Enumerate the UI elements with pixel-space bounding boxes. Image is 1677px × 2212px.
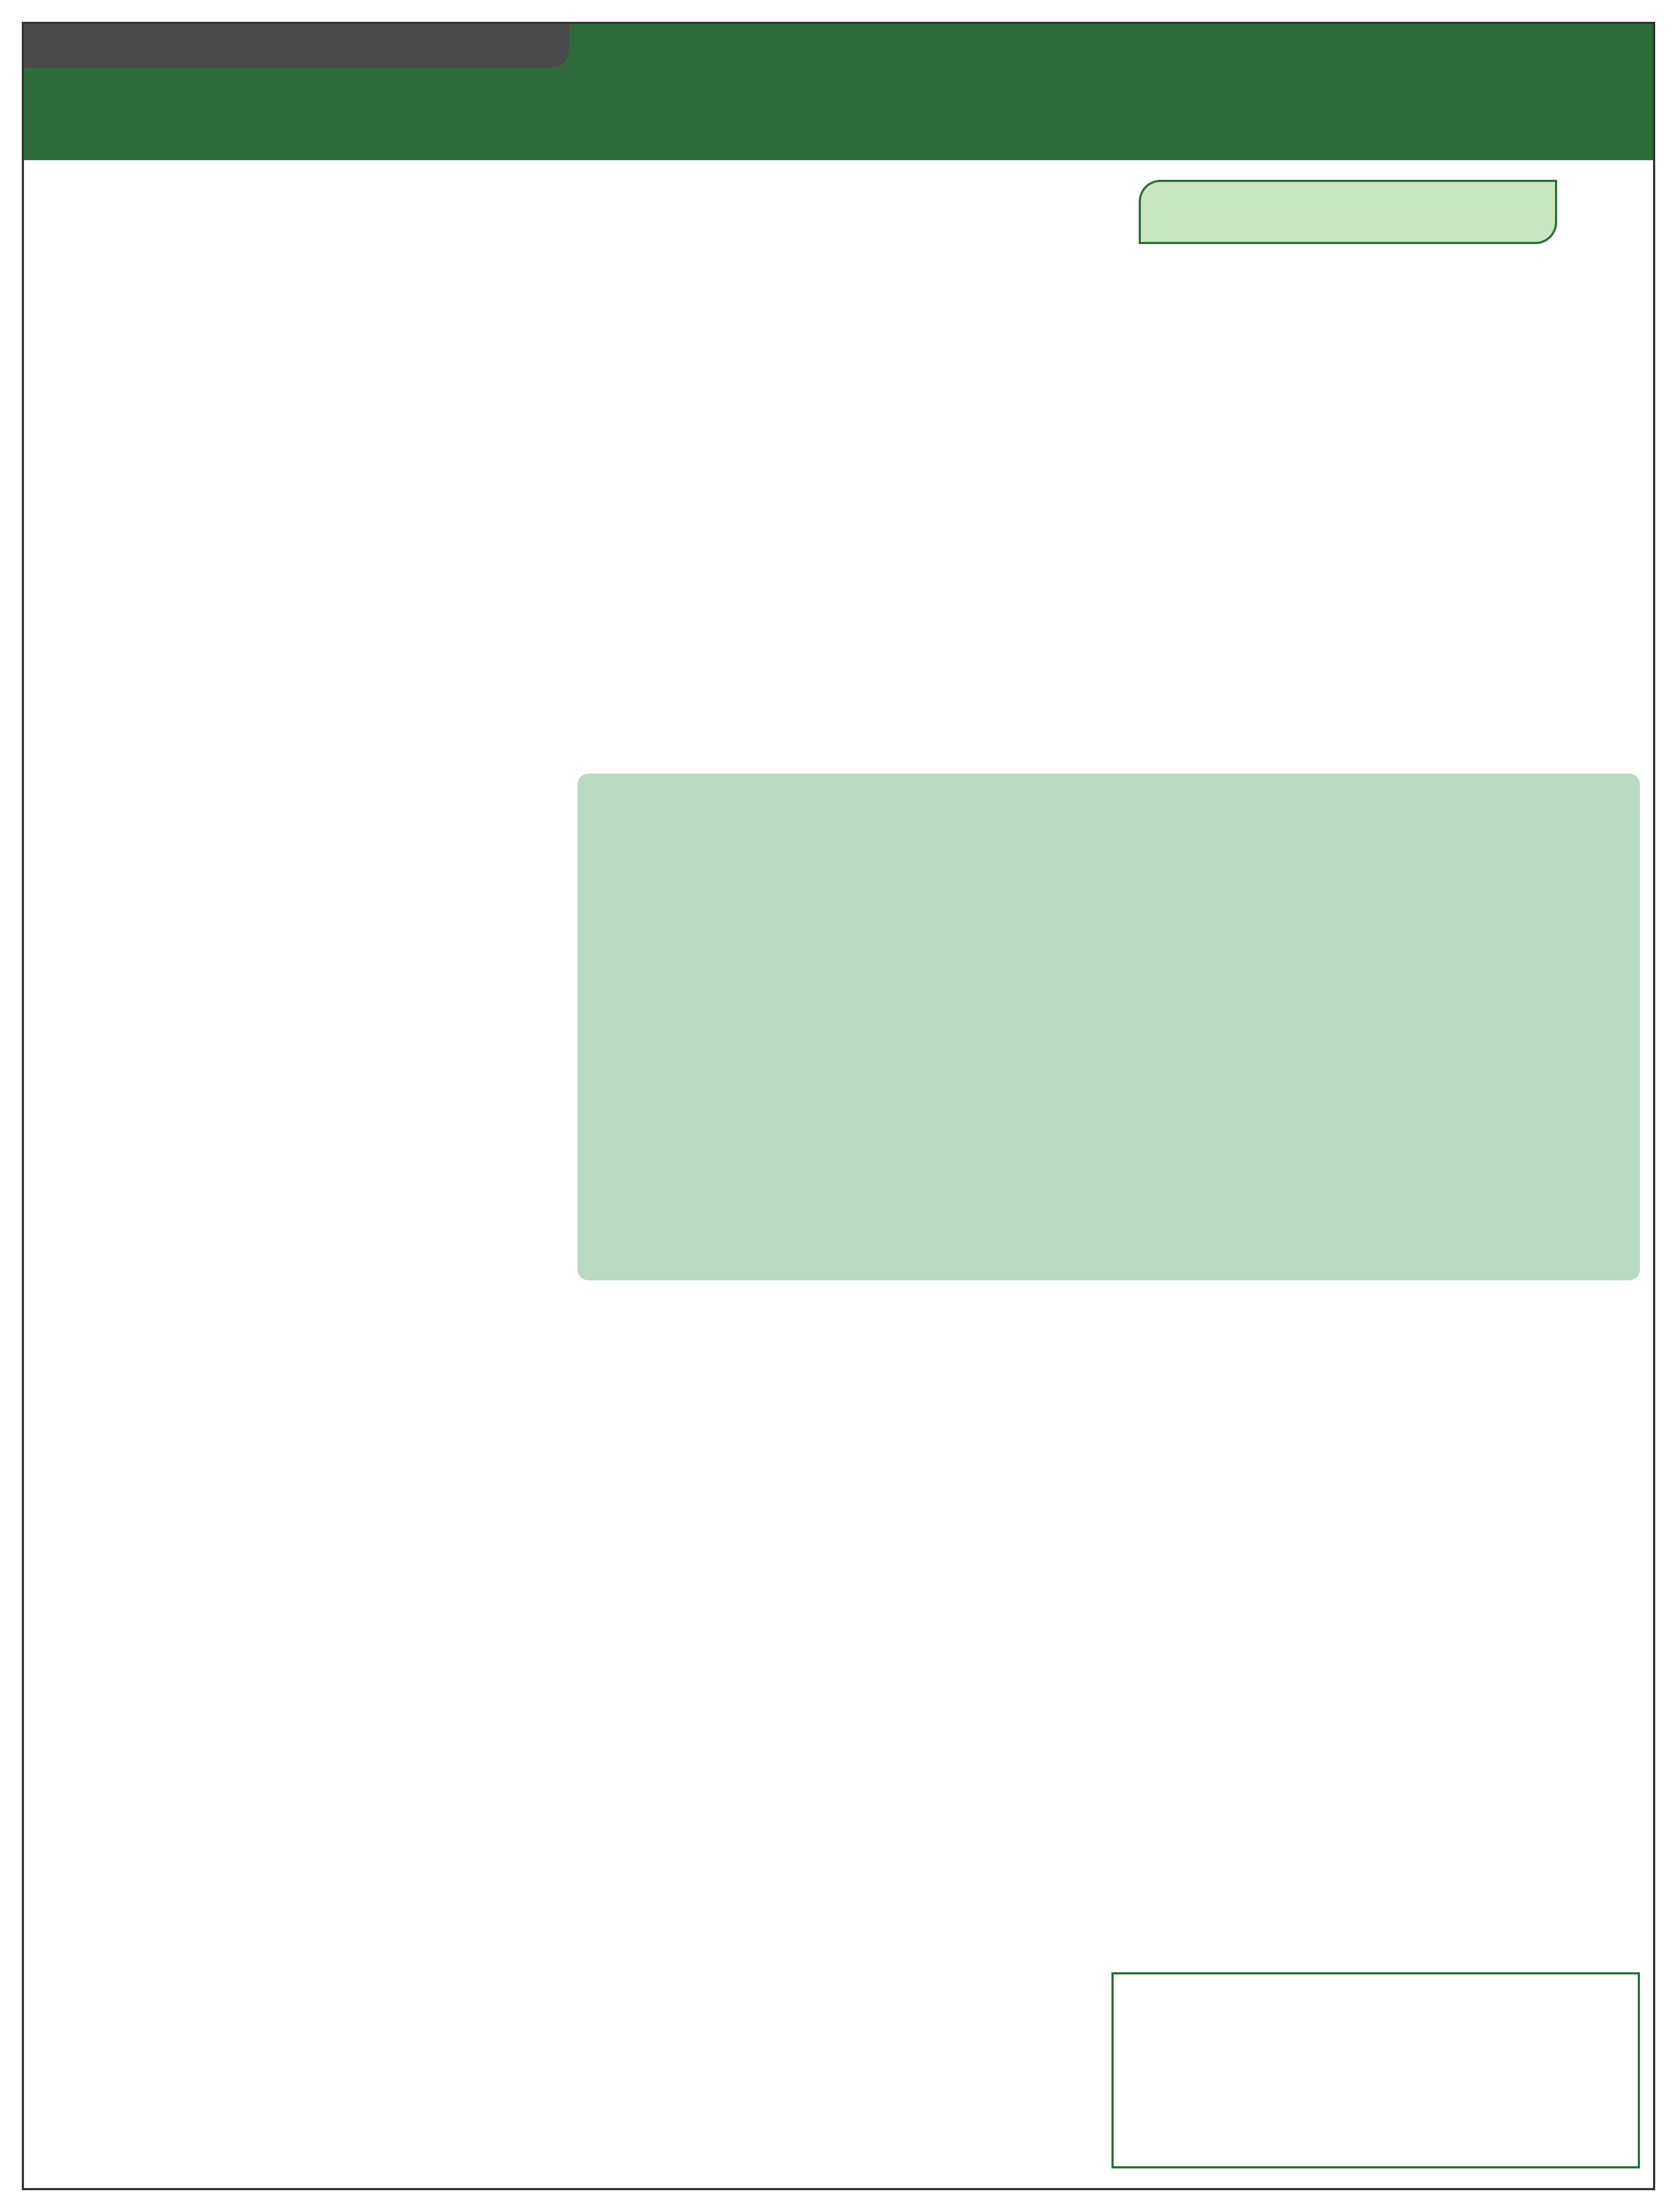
editorial-note: [1111, 1972, 1640, 2168]
headline: [24, 74, 1653, 155]
byline: [1139, 180, 1557, 244]
section-kicker: [24, 24, 569, 68]
pull-quote: [578, 774, 1640, 1280]
column-2-bottom: [578, 1297, 1095, 2168]
column-1: [38, 174, 561, 2168]
column-2-top: [578, 174, 1095, 763]
column-3-top: [1111, 256, 1640, 763]
column-3-bottom: [1111, 1297, 1640, 1940]
